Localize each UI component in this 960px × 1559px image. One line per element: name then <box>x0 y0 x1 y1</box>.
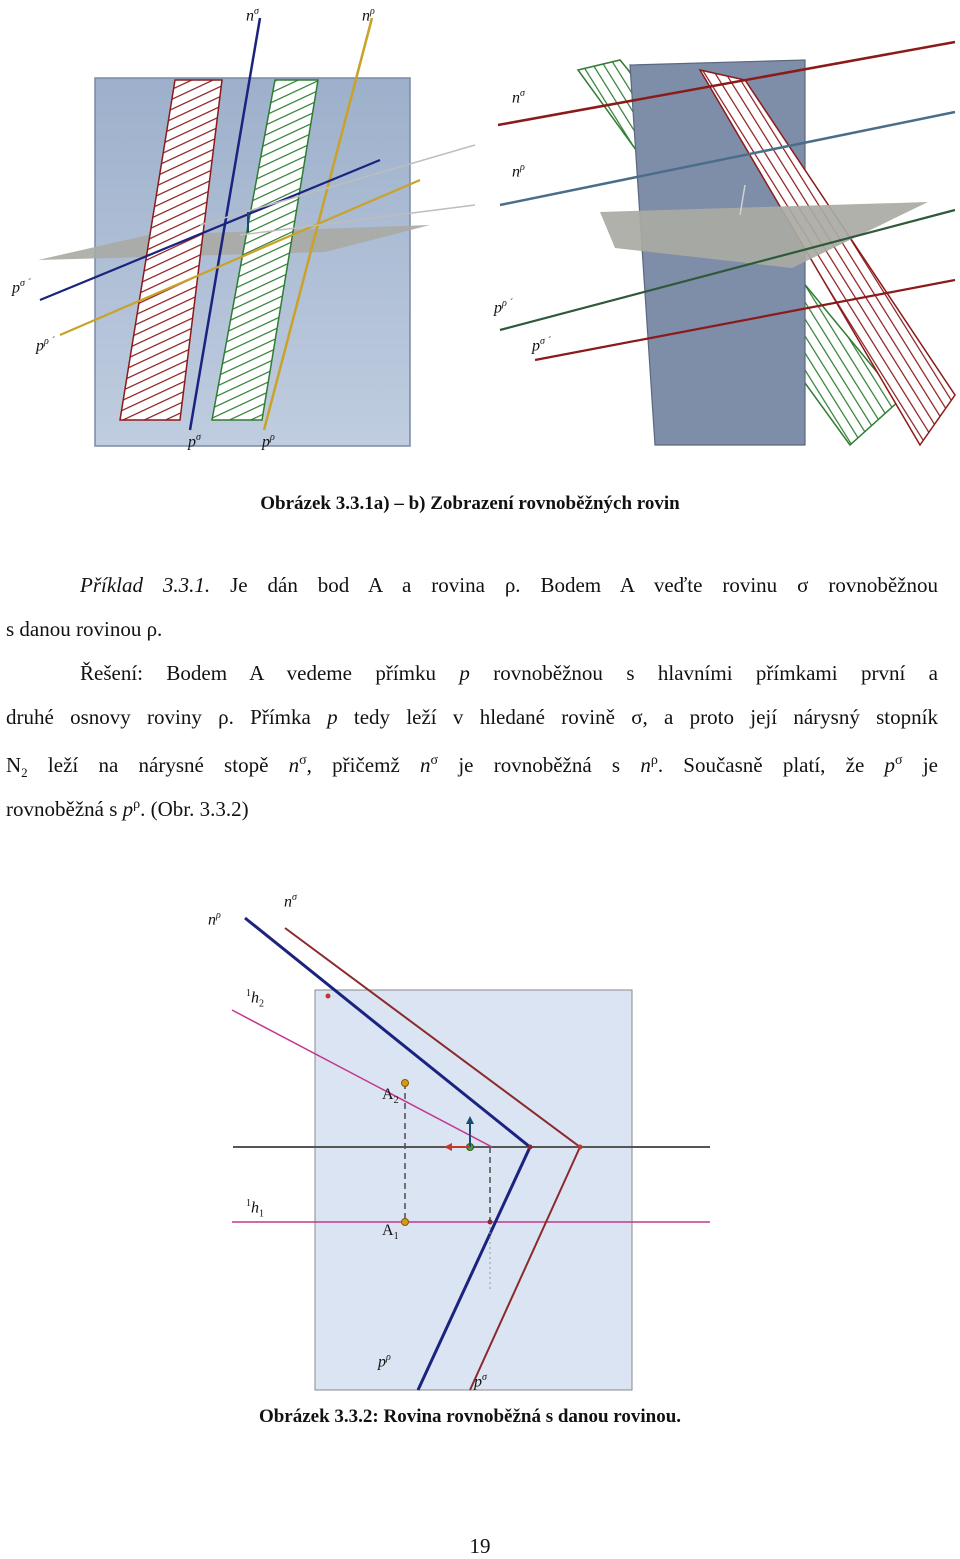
page-number: 19 <box>469 1534 491 1558</box>
label-a1: $A_1$ <box>382 1222 399 1243</box>
figure-2-caption: Obrázek 3.3.2: Rovina rovnoběžná s danou rovinou. <box>258 1406 682 1427</box>
figure-1a <box>38 18 475 446</box>
point-x-rho <box>528 1145 533 1150</box>
label-h1: $^1h_1$ <box>246 1198 264 1220</box>
text-line-3: Řešení: Bodem A vedeme přímku p rovnoběžnou s hlavními přímkami první a <box>80 661 938 685</box>
label-a2: $A_2$ <box>382 1086 399 1107</box>
text-line-2: s danou rovinou ρ. <box>6 617 163 641</box>
text-line-4: druhé osnovy roviny ρ. Přímka p tedy leží v hledané rovině σ, a proto její nárysný stopník <box>6 705 938 729</box>
label-n-sigma-1a: $n^\sigma$ <box>246 6 259 25</box>
point-n1 <box>488 1220 493 1225</box>
text-line-1: Příklad 3.3.1. Je dán bod A a rovina ρ. Bodem A veďte rovinu σ rovnoběžnou <box>80 573 938 597</box>
text-line-6: rovnoběžná s $p^\rho$. (Obr. 3.3.2) <box>6 797 249 821</box>
label-p-rho-1a: $p^\rho$ <box>262 432 275 451</box>
point-x-sigma <box>578 1145 583 1150</box>
text-line-5: $N_2$ leží na nárysné stopě $n^\sigma$, přičemž $n^\sigma$ je rovnoběžná s $n^\rho$. Současně platí, že $p^\sigma$ je <box>6 753 938 781</box>
plane-square <box>315 990 632 1390</box>
example-paragraph <box>6 563 938 827</box>
label-p-rho-prime-1b: $p^{\rho ´}$ <box>494 298 513 317</box>
label-p-sigma-1a: $p^\sigma$ <box>188 432 201 451</box>
point-a2 <box>402 1080 409 1087</box>
label-p-rho-2: $p^\rho$ <box>378 1352 391 1371</box>
figure-1b <box>498 42 955 445</box>
point-top <box>326 994 331 999</box>
label-p-sigma-prime-1a: $p^{\sigma ´}$ <box>12 278 31 297</box>
label-p-sigma-prime-1b: $p^{\sigma ´}$ <box>532 336 551 355</box>
figure-1-caption: Obrázek 3.3.1a) – b) Zobrazení rovnoběžných rovin <box>260 493 680 514</box>
label-p-rho-prime-1a: $p^{\rho ´}$ <box>36 336 55 355</box>
figure-2 <box>232 918 710 1390</box>
label-n-rho-1a: $n^\rho$ <box>362 6 375 25</box>
point-a1 <box>402 1219 409 1226</box>
label-n-rho-2: $n^\rho$ <box>208 910 221 929</box>
label-n-sigma-2: $n^\sigma$ <box>284 892 297 911</box>
label-h2: $^1h_2$ <box>246 988 264 1010</box>
label-n-sigma-1b: $n^\sigma$ <box>512 88 525 107</box>
label-p-sigma-2: $p^\sigma$ <box>474 1372 487 1391</box>
label-n-rho-1b: $n^\rho$ <box>512 162 525 181</box>
